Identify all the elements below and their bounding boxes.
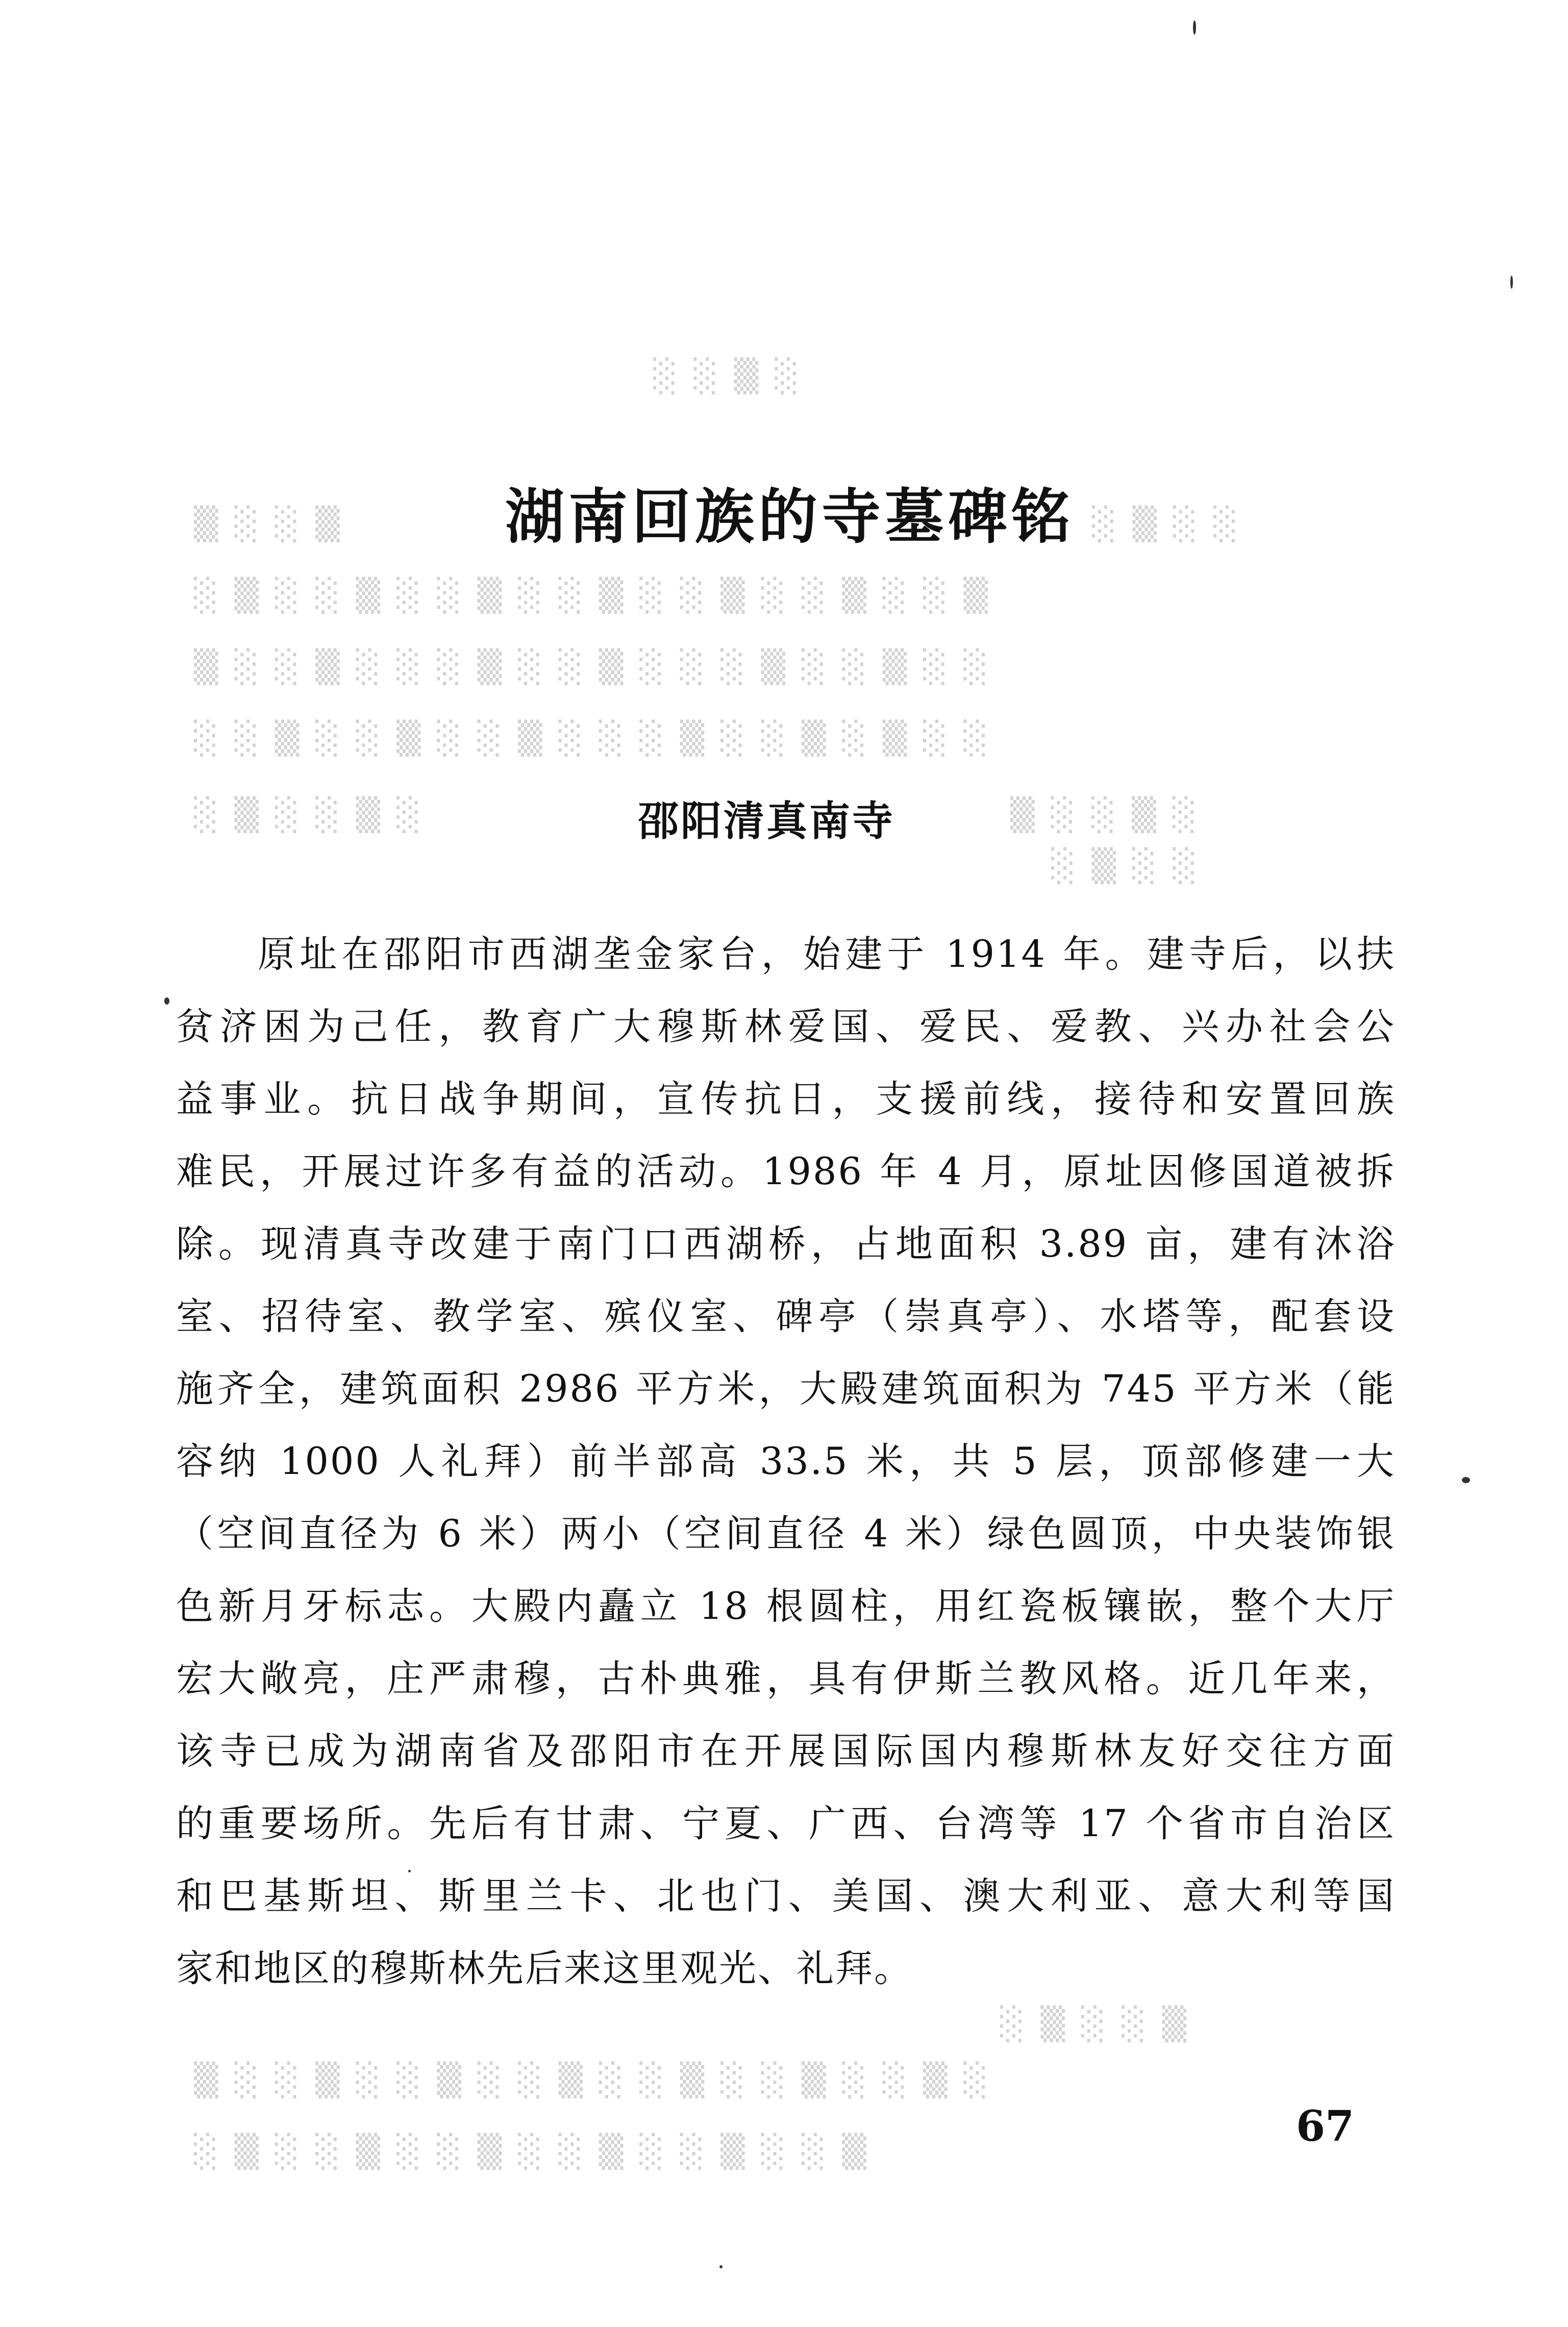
body-line: 益事业。抗日战争期间，宣传抗日，支援前线，接待和安置回族 [176,1078,1396,1121]
body-line: 施齐全，建筑面积 2986 平方米，大殿建筑面积为 745 平方米（能 [176,1367,1396,1411]
bleed-through-mark: ░ ▒ ░ ░ [1051,847,1200,884]
bleed-through-mark: ▒ ░ ░ ▒ ░ ░ ▒ ░ ░ ▒ ░ ░ ▒ ░ ░ ▒ ░ ░ ▒ ░ [194,2061,991,2098]
body-line: 除。现清真寺改建于南门口西湖桥，占地面积 3.89 亩，建有沐浴 [176,1222,1396,1266]
scan-speck [408,1870,411,1872]
scan-speck [719,2265,723,2268]
bleed-through-mark: ▒ ░ ░ ▒ ░ ░ ░ ▒ ░ ░ ▒ ░ ░ ░ ▒ ░ ░ ▒ ░ ░ [194,648,991,685]
scan-speck [1462,1477,1470,1483]
body-line: 难民，开展过许多有益的活动。1986 年 4 月，原址因修国道被拆 [176,1150,1396,1193]
bleed-through-mark: ░ ░ ▒ ░ [653,357,802,394]
body-line: 该寺已成为湖南省及邵阳市在开展国际国内穆斯林友好交往方面 [176,1730,1396,1773]
body-line: 宏大敞亮，庄严肃穆，古朴典雅，具有伊斯兰教风格。近几年来， [176,1657,1396,1700]
body-line: 色新月牙标志。大殿内矗立 18 根圆柱，用红瓷板镶嵌，整个大厅 [176,1585,1396,1628]
scan-speck [1510,276,1513,289]
scan-speck [1193,20,1196,35]
bleed-through-mark: ░ ▒ ░ ░ ▒ ░ [194,796,424,833]
body-line: 室、招待室、教学室、殡仪室、碑亭（崇真亭）、水塔等，配套设 [176,1295,1396,1338]
bleed-through-mark: ▒ ░ ░ ▒ ░ [1010,796,1200,833]
bleed-through-mark: ░ ▒ ░ ░ ▒ [1000,2005,1190,2042]
body-line: 容纳 1000 人礼拜）前半部高 33.5 米，共 5 层，顶部修建一大 [176,1440,1396,1483]
body-line: 的重要场所。先后有甘肃、宁夏、广西、台湾等 17 个省市自治区 [176,1802,1396,1845]
scan-speck [164,997,169,1005]
bleed-through-mark: ░ ▒ ░ ░ ▒ ░ ░ ▒ ░ ░ ▒ ░ ░ ▒ ░ ░ ▒ ░ ░ ▒ [194,577,991,614]
section-heading: 邵阳清真南寺 [638,797,895,845]
bleed-through-mark: ░ ▒ ░ ░ [1092,505,1241,542]
body-line: 贫济困为己任，教育广大穆斯林爱国、爱民、爱教、兴办社会公 [176,1005,1396,1048]
page-title: 湖南回族的寺墓碑铭 [505,482,1075,552]
body-line: 和巴基斯坦、斯里兰卡、北也门、美国、澳大利亚、意大利等国 [176,1874,1396,1918]
bleed-through-mark: ░ ▒ ░ ░ ▒ ░ ░ ▒ ░ ░ ▒ ░ ░ ▒ ░ ░ ▒ [194,2133,869,2170]
body-line: 原址在邵阳市西湖垄金家台，始建于 1914 年。建寺后，以扶 [258,933,1396,976]
body-line: 家和地区的穆斯林先后来这里观光、礼拜。 [176,1947,913,1990]
page-number: 67 [1296,2102,1355,2151]
body-paragraph [176,918,1396,2005]
bleed-through-mark: ░ ░ ▒ ░ ░ ▒ ░ ░ ▒ ░ ░ ░ ▒ ░ ░ ▒ ░ ▒ ░ ░ [194,719,991,757]
body-line: （空间直径为 6 米）两小（空间直径 4 米）绿色圆顶，中央装饰银 [176,1512,1396,1556]
bleed-through-mark: ▒ ░ ░ ▒ [194,505,343,542]
